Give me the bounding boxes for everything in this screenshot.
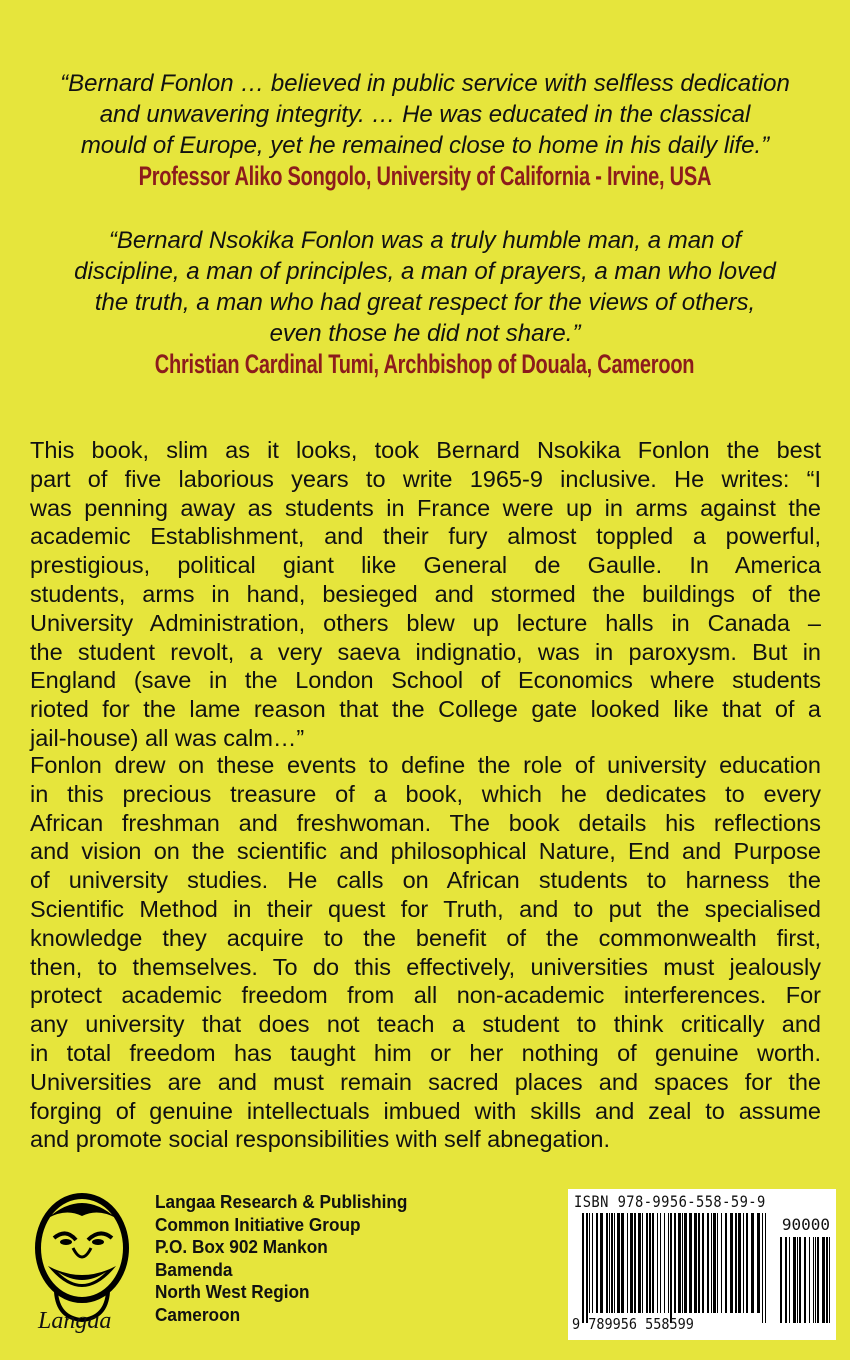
barcode-bar bbox=[589, 1213, 590, 1313]
barcode-bar bbox=[721, 1213, 722, 1313]
barcode-bar bbox=[751, 1213, 754, 1313]
paragraph-line: prestigious, political giant like General de Gaulle. In America bbox=[30, 552, 821, 579]
paragraph-line: the student revolt, a very saeva indignatio, was in paroxysm. But in bbox=[30, 638, 821, 665]
description-paragraph-1 bbox=[30, 436, 821, 753]
logo-text: Langaa bbox=[38, 1308, 112, 1334]
barcode-bar bbox=[678, 1213, 681, 1313]
addon-bar bbox=[829, 1237, 830, 1323]
barcode-bar bbox=[668, 1213, 669, 1313]
barcode-bar bbox=[717, 1213, 718, 1313]
addon-bar bbox=[826, 1237, 828, 1323]
quote-line: “Bernard Nsokika Fonlon was a truly humble man, a man of bbox=[108, 227, 742, 254]
barcode-bar bbox=[746, 1213, 748, 1313]
barcode-bar bbox=[689, 1213, 692, 1313]
paragraph-line: then, to themselves. To do this effectively, universities must jealously bbox=[30, 953, 821, 980]
addon-bar bbox=[789, 1237, 790, 1323]
quote-line: the truth, a man who had great respect for the views of others, bbox=[94, 289, 756, 316]
langaa-logo bbox=[18, 1188, 146, 1338]
barcode-bar bbox=[621, 1213, 624, 1313]
publisher-line: Langaa Research & Publishing bbox=[155, 1191, 408, 1212]
isbn-label: ISBN 978-9956-558-59-9 bbox=[574, 1192, 766, 1211]
paragraph-line: Fonlon drew on these events to define the role of university education bbox=[30, 752, 821, 778]
addon-bar bbox=[804, 1237, 806, 1323]
attribution-text: Professor Aliko Songolo, University of California - Irvine, USA bbox=[138, 161, 712, 191]
publisher-line: Bamenda bbox=[155, 1258, 233, 1280]
barcode-bar bbox=[646, 1213, 648, 1313]
isbn-barcode bbox=[568, 1189, 836, 1340]
paragraph-line: knowledge they acquire to the benefit of the commonwealth first, bbox=[30, 924, 821, 951]
quote-line: even those he did not share.” bbox=[269, 320, 581, 347]
paragraph-line: Universities are and must remain sacred places and spaces for the bbox=[30, 1068, 821, 1095]
addon-bar bbox=[780, 1237, 782, 1323]
barcode-bar bbox=[707, 1213, 709, 1313]
barcode-bar bbox=[592, 1213, 593, 1313]
addon-bar bbox=[797, 1237, 798, 1323]
publisher-line: Common Initiative Group bbox=[155, 1213, 361, 1235]
addon-bar bbox=[813, 1237, 814, 1323]
paragraph-line: in this precious treasure of a book, which he dedicates to every bbox=[30, 780, 821, 807]
paragraph-line: jail-house) all was calm…” bbox=[30, 724, 305, 751]
barcode-bar bbox=[600, 1213, 603, 1313]
paragraph-line: any university that does not teach a student to think critically and bbox=[30, 1011, 821, 1038]
barcode-bar bbox=[634, 1213, 636, 1313]
quote-line: mould of Europe, yet he remained close to home in his daily life.” bbox=[80, 132, 770, 159]
barcode-bar bbox=[630, 1213, 633, 1313]
quote-attribution bbox=[10, 161, 840, 193]
barcode-bar bbox=[649, 1213, 651, 1313]
paragraph-line: was penning away as students in France were up in arms against the bbox=[30, 494, 821, 521]
barcode-bar bbox=[694, 1213, 697, 1313]
barcode-bar bbox=[652, 1213, 654, 1313]
addon-bar bbox=[793, 1237, 796, 1323]
barcode-bar bbox=[596, 1213, 598, 1313]
quote-line: discipline, a man of principles, a man of prayers, a man who loved bbox=[74, 258, 776, 285]
barcode-bar bbox=[611, 1213, 613, 1313]
attribution-text: Christian Cardinal Tumi, Archbishop of Douala, Cameroon bbox=[155, 349, 695, 379]
paragraph-line: rioted for the lame reason that the College gate looked like that of a bbox=[30, 696, 821, 723]
barcode-bar bbox=[735, 1213, 737, 1313]
paragraph-line: in total freedom has taught him or her nothing of genuine worth. bbox=[30, 1039, 821, 1066]
addon-bar bbox=[799, 1237, 801, 1323]
barcode-bar bbox=[582, 1213, 584, 1323]
barcode-bar bbox=[743, 1213, 744, 1313]
paragraph-line: and vision on the scientific and philosophical Nature, End and Purpose bbox=[30, 838, 821, 865]
barcode-bar bbox=[586, 1213, 588, 1323]
barcode-bar bbox=[627, 1213, 628, 1313]
barcode-bar bbox=[664, 1213, 665, 1313]
quote-line: and unwavering integrity. … He was educated in the classical bbox=[99, 101, 751, 128]
publisher-line: P.O. Box 902 Mankon bbox=[155, 1236, 328, 1258]
paragraph-line: England (save in the London School of Economics where students bbox=[30, 667, 821, 694]
barcode-bar bbox=[642, 1213, 643, 1313]
addon-bar bbox=[817, 1237, 819, 1323]
paragraph-line: of university studies. He calls on African students to harness the bbox=[30, 867, 821, 894]
paragraph-line: academic Establishment, and their fury almost toppled a powerful, bbox=[30, 523, 821, 550]
paragraph-line: and promote social responsibilities with self abnegation. bbox=[30, 1126, 610, 1153]
barcode-bar bbox=[609, 1213, 610, 1313]
paragraph-line: part of five laborious years to write 1965-9 inclusive. He writes: “I bbox=[30, 465, 821, 492]
barcode-bar bbox=[738, 1213, 741, 1313]
barcode-bar bbox=[757, 1213, 760, 1313]
addon-bar bbox=[815, 1237, 816, 1323]
ean-digits: 9 789956 558599 bbox=[572, 1315, 694, 1333]
addon-bar bbox=[822, 1237, 825, 1323]
publisher-line: North West Region bbox=[155, 1281, 310, 1303]
barcode-bar bbox=[698, 1213, 700, 1313]
barcode-bar bbox=[614, 1213, 615, 1313]
publisher-line: Cameroon bbox=[155, 1303, 241, 1325]
barcode-bar bbox=[711, 1213, 712, 1313]
quote-attribution bbox=[10, 349, 840, 381]
barcode-bar bbox=[660, 1213, 661, 1313]
barcode-bar bbox=[762, 1213, 763, 1323]
price-addon: 90000 bbox=[781, 1215, 830, 1234]
paragraph-line: protect academic freedom from all non-academic interferences. For bbox=[30, 982, 821, 1009]
paragraph-line: Scientific Method in their quest for Truth, and to put the specialised bbox=[30, 895, 821, 922]
barcode-bar bbox=[713, 1213, 716, 1313]
barcode-bar bbox=[674, 1213, 676, 1313]
publisher-address bbox=[155, 1191, 426, 1327]
barcode-bar bbox=[730, 1213, 733, 1313]
paragraph-line: forging of genuine intellectuals imbued with skills and zeal to assume bbox=[30, 1097, 821, 1124]
quote-tumi bbox=[10, 225, 840, 381]
description-paragraph-2 bbox=[30, 751, 821, 1154]
paragraph-line: African freshman and freshwoman. The book details his reflections bbox=[30, 809, 821, 836]
barcode-bar bbox=[725, 1213, 727, 1313]
quote-line: “Bernard Fonlon … believed in public service with selfless dedication bbox=[60, 70, 790, 97]
barcode-bar bbox=[657, 1213, 658, 1313]
addon-bar bbox=[809, 1237, 810, 1323]
barcode-bar bbox=[606, 1213, 608, 1313]
paragraph-line: University Administration, others blew up lecture halls in Canada – bbox=[30, 609, 821, 636]
paragraph-line: students, arms in hand, besieged and stormed the buildings of the bbox=[30, 580, 821, 607]
barcode-bar bbox=[682, 1213, 683, 1313]
barcode-bar bbox=[684, 1213, 687, 1313]
quote-songolo bbox=[10, 68, 840, 193]
paragraph-line: This book, slim as it looks, took Bernard Nsokika Fonlon the best bbox=[30, 437, 821, 463]
barcode-bar bbox=[765, 1213, 766, 1323]
barcode-bar bbox=[670, 1213, 672, 1323]
barcode-bar bbox=[617, 1213, 620, 1313]
addon-bar bbox=[785, 1237, 787, 1323]
barcode-bar bbox=[638, 1213, 641, 1313]
barcode-bar bbox=[702, 1213, 704, 1313]
